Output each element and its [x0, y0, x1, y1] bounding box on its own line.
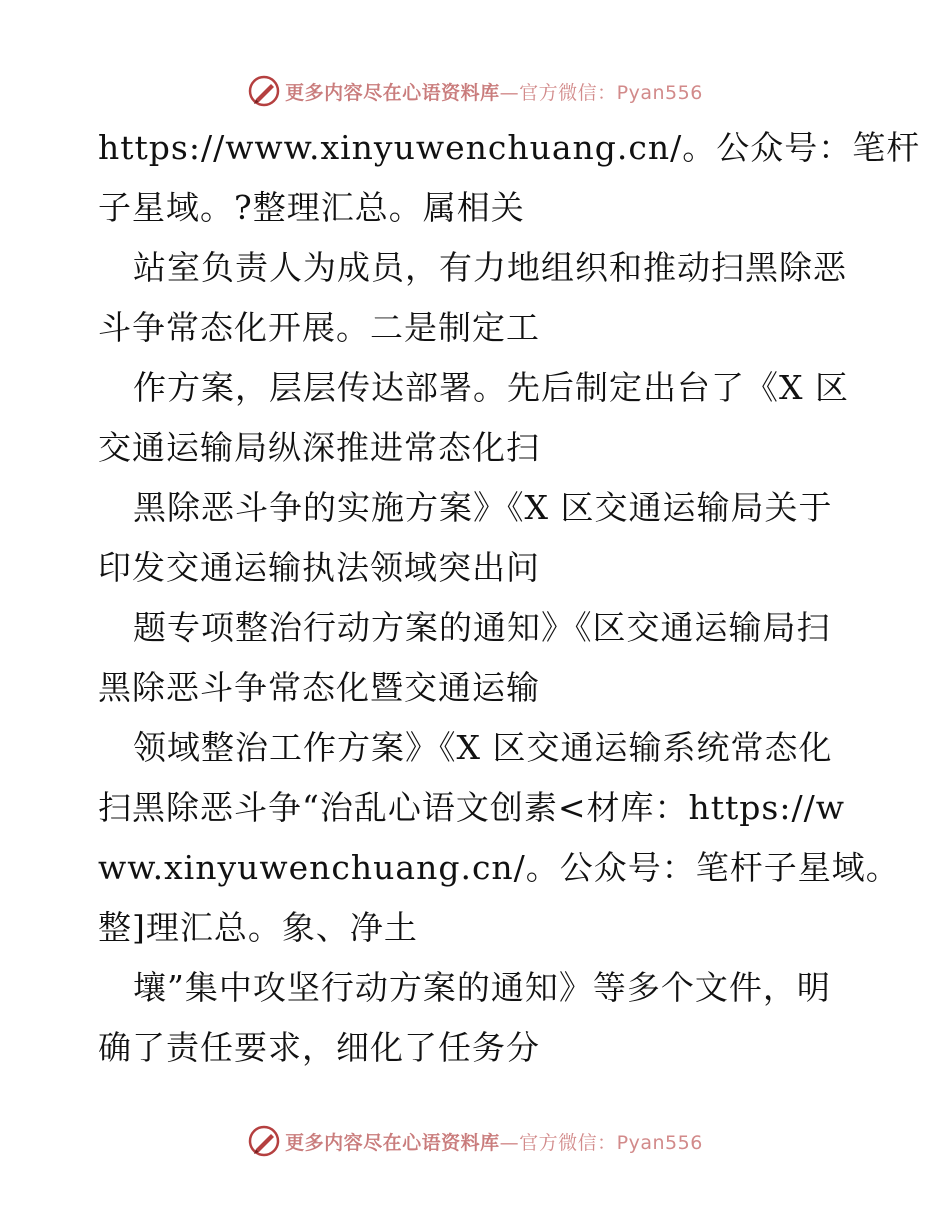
body-line: 斗争常态化开展。二是制定工 — [98, 308, 540, 347]
body-line: 整]理汇总。象、净土 — [98, 908, 418, 947]
body-line: 作方案，层层传达部署。先后制定出台了《X 区 — [133, 368, 849, 407]
header-banner-text: 更多内容尽在心语资料库 — [285, 81, 500, 104]
footer-banner-sep: — — [499, 1131, 520, 1154]
body-line: https://www.xinyuwenchuang.cn/。公众号：笔杆 — [98, 128, 921, 167]
body-line: 黑除恶斗争常态化暨交通运输 — [98, 668, 540, 707]
header-banner-suffix: 官方微信：Pyan556 — [519, 81, 703, 104]
body-line: 站室负责人为成员，有力地组织和推动扫黑除恶 — [133, 248, 847, 287]
body-line: 交通运输局纵深推进常态化扫 — [98, 428, 540, 467]
header-banner-sep: — — [499, 81, 520, 104]
body-line: 题专项整治行动方案的通知》《区交通运输局扫 — [133, 608, 831, 647]
footer-banner-text: 更多内容尽在心语资料库 — [285, 1131, 500, 1154]
body-line: ww.xinyuwenchuang.cn/。公众号：笔杆子星域。 — [98, 848, 900, 887]
body-line: 领域整治工作方案》《X 区交通运输系统常态化 — [133, 728, 833, 767]
pen-logo-icon — [247, 1124, 281, 1158]
footer-banner-suffix: 官方微信：Pyan556 — [519, 1131, 703, 1154]
body-line: 确了责任要求，细化了任务分 — [98, 1028, 540, 1067]
pen-logo-icon — [247, 74, 281, 108]
footer-watermark-banner — [0, 1121, 950, 1161]
body-line: 印发交通运输执法领域突出问 — [98, 548, 540, 587]
body-line: 壤”集中攻坚行动方案的通知》等多个文件，明 — [133, 968, 831, 1007]
body-line: 子星域。?整理汇总。属相关 — [98, 188, 525, 227]
body-line: 扫黑除恶斗争“治乱心语文创素<材库：https://w — [98, 788, 845, 827]
body-line: 黑除恶斗争的实施方案》《X 区交通运输局关于 — [133, 488, 833, 527]
header-watermark-banner — [0, 71, 950, 111]
